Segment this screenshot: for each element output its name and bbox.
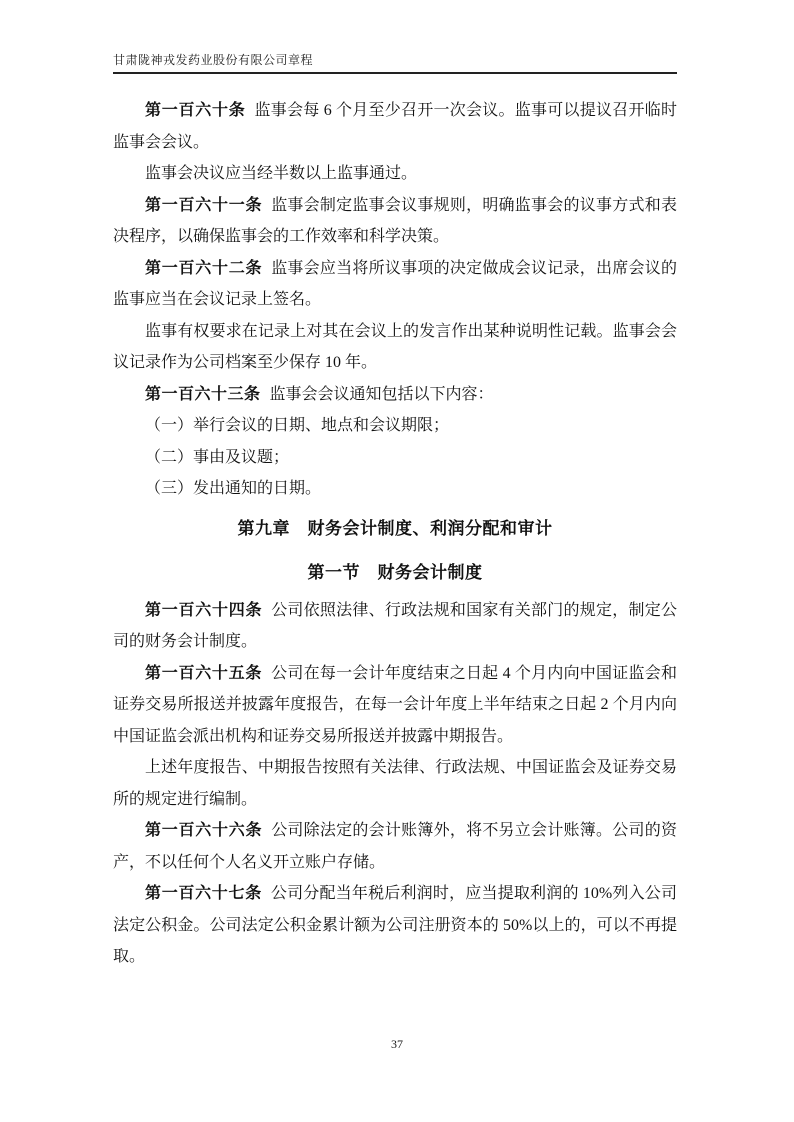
paragraph-text: 监事会制定监事会议事规则，明确监事会的议事方式和表决程序，以确保监事会的工作效率和科学决策。 xyxy=(113,196,677,245)
article-paragraph xyxy=(113,878,677,973)
list-item xyxy=(113,473,677,505)
paragraph-text: 公司依照法律、行政法规和国家有关部门的规定，制定公司的财务会计制度。 xyxy=(113,601,677,650)
page-header xyxy=(113,52,677,74)
article-number-label: 第一百六十五条 xyxy=(145,664,263,682)
document-body xyxy=(113,95,677,973)
paragraph xyxy=(113,752,677,815)
paragraph-text: 第九章 财务会计制度、利润分配和审计 xyxy=(237,518,553,538)
article-number-label: 第一百六十二条 xyxy=(145,259,263,277)
article-number-label: 第一百六十六条 xyxy=(145,822,263,839)
article-number-label: 第一百六十七条 xyxy=(145,885,262,902)
paragraph xyxy=(113,158,677,190)
paragraph-text: 公司在每一会计年度结束之日起 4 个月内向中国证监会和证券交易所报送并披露年度报告，在每一会计年度上半年结束之日起 2 个月内向中国证监会派出机构和证券交易所报送并披露中期报告。 xyxy=(113,664,677,745)
paragraph xyxy=(113,316,677,379)
header-title: 甘肃陇神戎发药业股份有限公司章程 xyxy=(113,53,314,67)
paragraph-text: 公司分配当年税后利润时，应当提取利润的 10%列入公司法定公积金。公司法定公积金累计额为公司注册资本的 50%以上的，可以不再提取。 xyxy=(113,885,677,965)
paragraph-text: 监事会决议应当经半数以上监事通过。 xyxy=(145,165,418,182)
article-paragraph xyxy=(113,595,677,658)
article-paragraph xyxy=(113,379,677,411)
paragraph-text: 监事会应当将所议事项的决定做成会议记录，出席会议的监事应当在会议记录上签名。 xyxy=(113,259,677,308)
paragraph-text: 监事会会议通知包括以下内容： xyxy=(269,385,494,403)
chapter-heading xyxy=(113,507,677,551)
paragraph-text: （一）举行会议的日期、地点和会议期限； xyxy=(145,417,450,434)
article-number-label: 第一百六十一条 xyxy=(145,196,263,214)
paragraph-text: （二）事由及议题； xyxy=(145,448,290,466)
article-number-label: 第一百六十三条 xyxy=(145,385,261,403)
article-paragraph xyxy=(113,253,677,316)
page-footer xyxy=(0,1036,794,1052)
list-item xyxy=(113,410,677,442)
page-number: 37 xyxy=(391,1037,403,1051)
paragraph-text: 监事会每 6 个月至少召开一次会议。监事可以提议召开临时监事会会议。 xyxy=(113,102,677,151)
list-item xyxy=(113,442,677,474)
section-heading xyxy=(113,551,677,595)
paragraph-text: 第一节 财务会计制度 xyxy=(307,562,483,582)
article-number-label: 第一百六十条 xyxy=(145,102,246,119)
article-paragraph xyxy=(113,658,677,753)
article-paragraph xyxy=(113,815,677,878)
paragraph-text: 监事有权要求在记录上对其在会议上的发言作出某种说明性记载。监事会会议记录作为公司档案至少保存 10 年。 xyxy=(113,322,677,371)
paragraph-text: 公司除法定的会计账簿外，将不另立会计账簿。公司的资产，不以任何个人名义开立账户存储。 xyxy=(113,822,677,871)
paragraph-text: 上述年度报告、中期报告按照有关法律、行政法规、中国证监会及证券交易所的规定进行编制。 xyxy=(113,759,677,808)
article-paragraph xyxy=(113,190,677,253)
paragraph-text: （三）发出通知的日期。 xyxy=(145,480,322,497)
article-number-label: 第一百六十四条 xyxy=(145,601,263,619)
article-paragraph xyxy=(113,95,677,158)
